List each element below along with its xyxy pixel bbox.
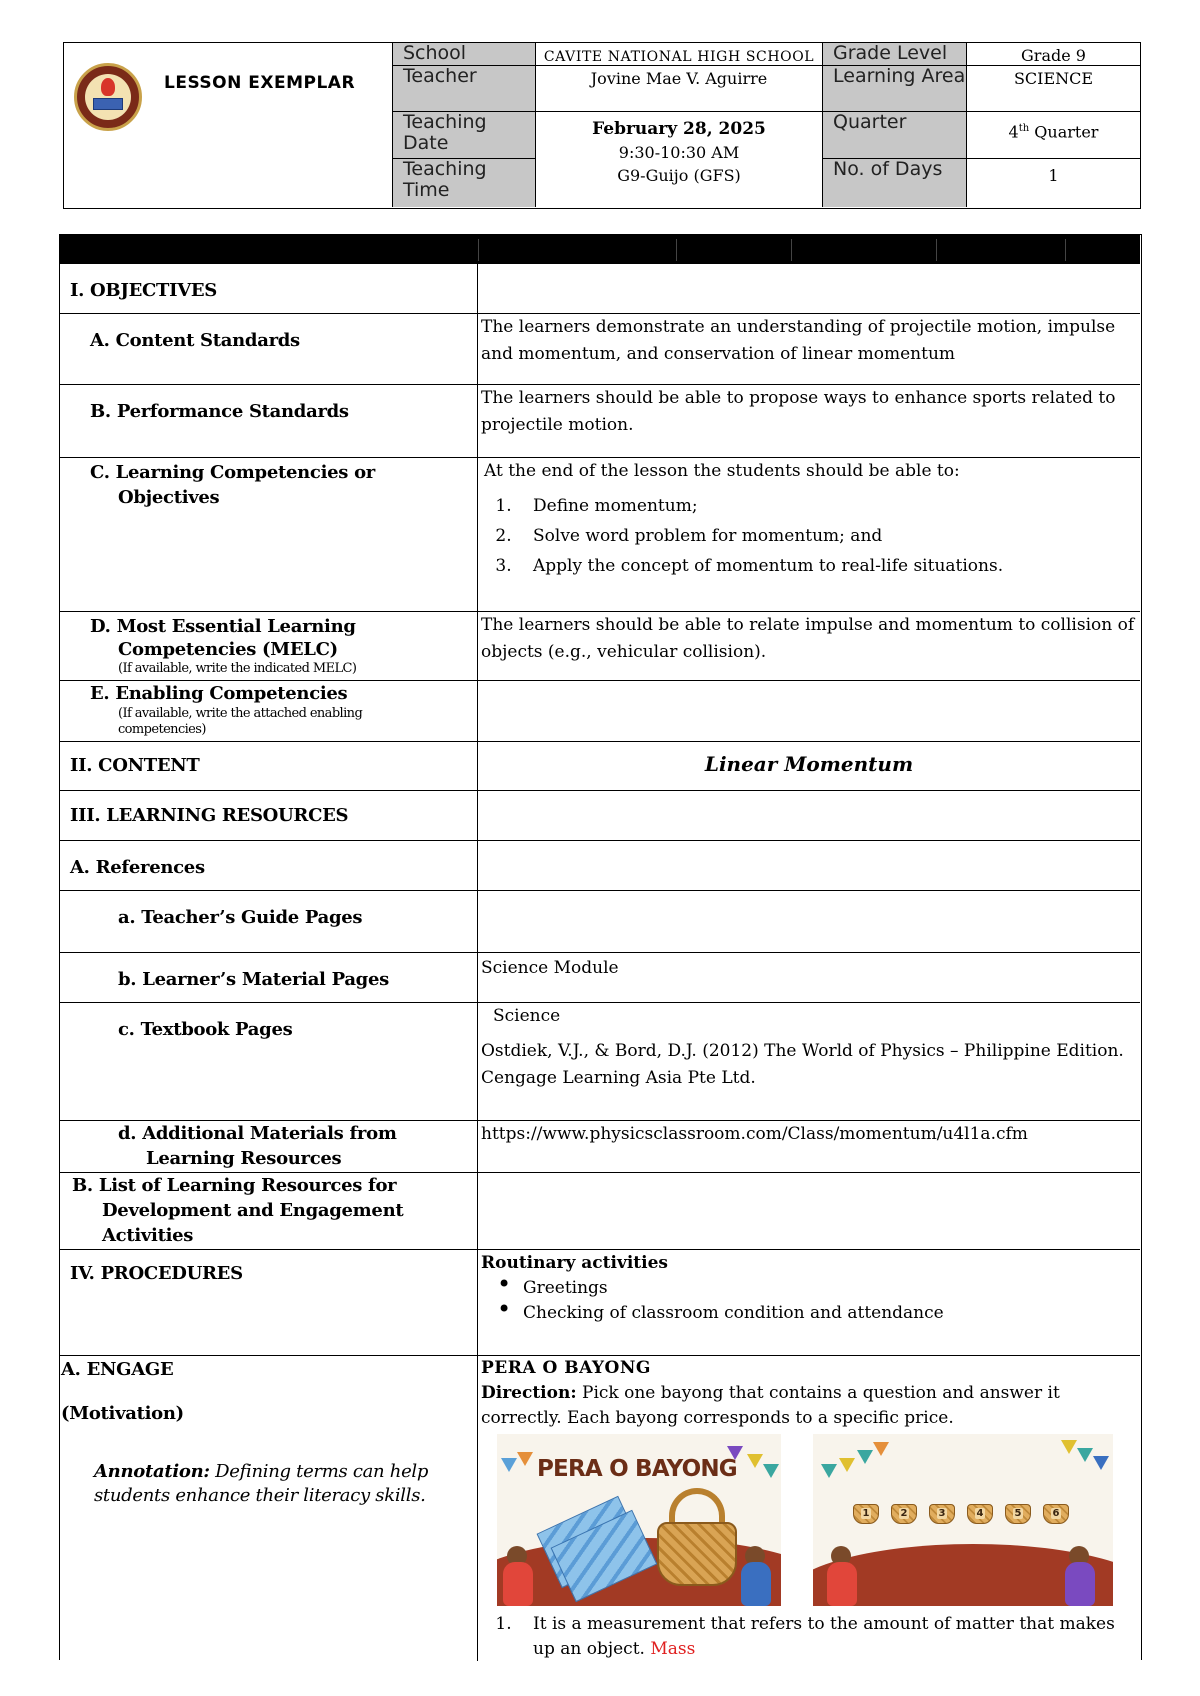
- list-label-line2: Development and Engagement: [102, 1200, 404, 1221]
- quarter-label: Quarter: [822, 112, 966, 159]
- header-logo-cell: [64, 43, 392, 207]
- bayong-5-icon[interactable]: 5: [1005, 1504, 1031, 1524]
- grade-level-value: Grade 9: [966, 43, 1140, 66]
- quarter-word: Quarter: [1029, 122, 1099, 142]
- competencies-label-line1: C. Learning Competencies or: [90, 462, 375, 483]
- bayong-2-icon[interactable]: 2: [891, 1504, 917, 1524]
- enabling-label: [90, 681, 390, 738]
- annotation-note: [94, 1460, 454, 1508]
- routinary-content: [481, 1250, 1137, 1326]
- engage-content: [481, 1356, 1137, 1431]
- row-textbook: [60, 1002, 1140, 1120]
- melc-text: The learners should be able to relate impulse and momentum to collision of objects (e.g., vehicular collision).: [481, 615, 1135, 662]
- competencies-list: [517, 491, 1137, 581]
- bayong-6-icon[interactable]: 6: [1043, 1504, 1069, 1524]
- row-objectives: [60, 263, 1140, 313]
- quarter-suffix: th: [1018, 123, 1030, 134]
- additional-label-line1: d. Additional Materials from: [118, 1123, 397, 1144]
- row-references: [60, 840, 1140, 890]
- competencies-label: [90, 460, 375, 510]
- teacher-label: Teacher: [392, 66, 535, 112]
- teaching-date-label: Teaching Date: [392, 112, 535, 159]
- date-time-value: [535, 112, 822, 207]
- competencies-label-line2: Objectives: [118, 487, 220, 508]
- objectives-heading: I. OBJECTIVES: [70, 280, 218, 301]
- direction-label: Direction:: [481, 1383, 577, 1403]
- bayong-4-icon[interactable]: 4: [967, 1504, 993, 1524]
- learning-area-value: SCIENCE: [966, 66, 1140, 112]
- row-content: [60, 741, 1140, 790]
- school-seal-icon: [74, 63, 142, 131]
- enabling-note: (If available, write the attached enabling competencies): [118, 706, 363, 737]
- picture-title: PERA O BAYONG: [537, 1456, 737, 1482]
- melc-label-line2: Competencies (MELC): [118, 639, 338, 660]
- school-value: CAVITE NATIONAL HIGH SCHOOL: [535, 43, 822, 66]
- list-item: [517, 1612, 1137, 1662]
- textbook-content: [481, 1003, 1137, 1092]
- row-content-standards: [60, 313, 1140, 384]
- list-item: 3. Apply the concept of momentum to real-life situations.: [517, 551, 1137, 581]
- competencies-content: [481, 458, 1137, 581]
- teachers-guide-label: a. Teacher’s Guide Pages: [118, 907, 363, 928]
- list-of-resources-label: [72, 1173, 403, 1248]
- performance-standards-text: The learners should be able to propose ways to enhance sports related to projectile motion.: [481, 388, 1116, 435]
- direction-text: [481, 1381, 1137, 1431]
- pera-o-bayong-title-image: [497, 1434, 781, 1606]
- child-figure-icon: [827, 1562, 857, 1606]
- row-additional-materials: [60, 1120, 1140, 1172]
- question-1: [481, 1612, 1137, 1662]
- content-value: Linear Momentum: [704, 752, 914, 776]
- content-standards-label: A. Content Standards: [90, 330, 300, 351]
- grade-level-label: Grade Level: [822, 43, 966, 66]
- school-label: School: [392, 43, 535, 66]
- melc-note: (If available, write the indicated MELC): [118, 661, 357, 676]
- engage-labels: [61, 1356, 184, 1428]
- row-list-of-resources: [60, 1172, 1140, 1249]
- textbook-label: c. Textbook Pages: [118, 1019, 293, 1040]
- bayong-3-icon[interactable]: 3: [929, 1504, 955, 1524]
- bayong-basket-icon: [657, 1522, 737, 1586]
- content-standards-text: The learners demonstrate an understanding of projectile motion, impulse and momentum, and conservation of linear momentum: [481, 317, 1116, 364]
- teacher-value: Jovine Mae V. Aguirre: [535, 66, 822, 112]
- teaching-time-label: Teaching Time: [392, 159, 535, 207]
- row-procedures: [60, 1249, 1140, 1355]
- lesson-table: [59, 234, 1142, 1660]
- answer-text: Mass: [650, 1639, 696, 1659]
- list-item: • Greetings: [497, 1276, 1137, 1301]
- game-title: PERA O BAYONG: [481, 1358, 651, 1378]
- bayong-1-icon[interactable]: 1: [853, 1504, 879, 1524]
- no-of-days-value: 1: [966, 159, 1140, 207]
- routinary-list: [497, 1276, 1137, 1326]
- melc-label: [90, 614, 356, 677]
- row-learners-material: [60, 952, 1140, 1002]
- routinary-title: Routinary activities: [481, 1253, 668, 1273]
- list-label-line3: Activities: [102, 1225, 194, 1246]
- row-learning-competencies: [60, 457, 1140, 611]
- melc-label-line1: D. Most Essential Learning: [90, 616, 356, 637]
- question-text: It is a measurement that refers to the amount of matter that makes up an object.: [533, 1614, 1115, 1659]
- textbook-value-subject: Science: [493, 1006, 561, 1026]
- additional-label-line2: Learning Resources: [146, 1148, 342, 1169]
- lesson-header: [63, 42, 1141, 209]
- row-engage: [60, 1355, 1140, 1661]
- competencies-intro: At the end of the lesson the students should be able to:: [484, 461, 960, 481]
- additional-materials-link[interactable]: https://www.physicsclassroom.com/Class/momentum/u4l1a.cfm: [481, 1124, 1028, 1144]
- list-label-line1: B. List of Learning Resources for: [72, 1175, 397, 1196]
- enabling-label-line1: E. Enabling Competencies: [90, 683, 348, 704]
- learners-material-label: b. Learner’s Material Pages: [118, 969, 389, 990]
- learners-material-value: Science Module: [481, 958, 619, 978]
- additional-materials-label: [118, 1121, 397, 1171]
- motivation-label: (Motivation): [61, 1403, 184, 1424]
- row-performance-standards: [60, 384, 1140, 457]
- list-item: 1. Define momentum;: [517, 491, 1137, 521]
- quarter-number: 4: [1008, 122, 1019, 142]
- list-item: • Checking of classroom condition and attendance: [497, 1301, 1137, 1326]
- performance-standards-label: B. Performance Standards: [90, 401, 349, 422]
- procedures-heading: IV. PROCEDURES: [70, 1263, 243, 1284]
- row-melc: [60, 611, 1140, 680]
- annotation-label: Annotation:: [94, 1461, 210, 1482]
- row-learning-resources: [60, 790, 1140, 840]
- table-header-bar: [60, 235, 1140, 263]
- learning-resources-heading: III. LEARNING RESOURCES: [70, 805, 349, 826]
- child-figure-icon: [503, 1562, 533, 1606]
- references-label: A. References: [70, 857, 205, 878]
- annotation-text: Defining terms can help students enhance their literacy skills.: [94, 1461, 429, 1506]
- teaching-time-value: 9:30-10:30 AM: [618, 143, 740, 162]
- engage-label: A. ENGAGE: [61, 1359, 174, 1380]
- no-of-days-label: No. of Days: [822, 159, 966, 207]
- teaching-date-value: February 28, 2025: [592, 119, 766, 139]
- learning-area-label: Learning Area: [822, 66, 966, 112]
- content-heading: II. CONTENT: [70, 755, 200, 776]
- quarter-value: [966, 112, 1140, 159]
- direction-body: Pick one bayong that contains a question and answer it correctly. Each bayong corresponds to a specific price.: [481, 1383, 1060, 1428]
- textbook-value-reference: Ostdiek, V.J., & Bord, D.J. (2012) The World of Physics – Philippine Edition. Cengage Learning Asia Pte Ltd.: [481, 1041, 1124, 1088]
- row-enabling-competencies: [60, 680, 1140, 741]
- row-teachers-guide: [60, 890, 1140, 952]
- section-value: G9-Guijo (GFS): [617, 166, 741, 185]
- lesson-exemplar-title: LESSON EXEMPLAR: [164, 73, 356, 93]
- numbered-bayong-image: [813, 1434, 1113, 1606]
- list-item: 2. Solve word problem for momentum; and: [517, 521, 1137, 551]
